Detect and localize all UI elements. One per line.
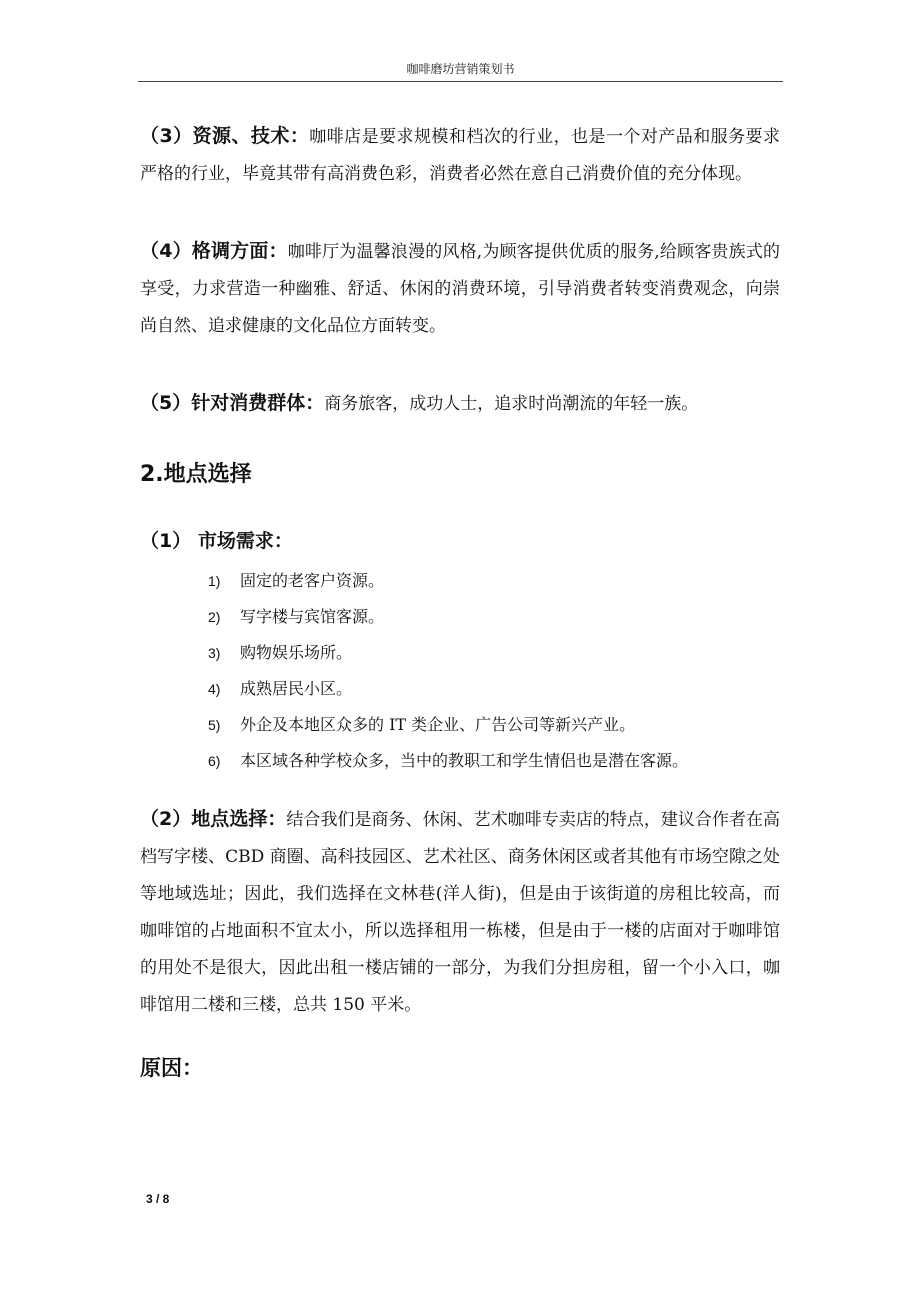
reason-heading: 原因：: [140, 1056, 203, 1080]
section-style-lead: （4）格调方面：: [140, 240, 288, 262]
section-location-choice-text: 结合我们是商务、休闲、艺术咖啡专卖店的特点，建议合作者在高档写字楼、CBD 商圈、高科技园区、艺术社区、商务休闲区或者其他有市场空隙之处等地域选址；因此，我们选择在文林巷(洋人街)，但是由于该街道的房租比较高，而咖啡馆的占地面积不宜太小，所以选择租用一栋楼，但是由于一楼的店面对于咖啡馆的用处不是很大，因此出租一楼店铺的一部分，为我们分担房租，留一个小入口，咖啡馆用二楼和三楼，总共 150 平米。: [140, 810, 781, 1015]
section-style-text: 咖啡厅为温馨浪漫的风格,为顾客提供优质的服务,给顾客贵族式的享受，力求营造一种幽雅、舒适、休闲的消费环境，引导消费者转变消费观念，向崇尚自然、追求健康的文化品位方面转变。: [140, 242, 780, 336]
list-item: 5) 外企及本地区众多的 IT 类企业、广告公司等新兴产业。: [208, 715, 636, 734]
section-resources-text: 咖啡店是要求规模和档次的行业，也是一个对产品和服务要求严格的行业，毕竟其带有高消费色彩，消费者必然在意自己消费价值的充分体现。: [140, 127, 780, 184]
section-target-group-text: 商务旅客，成功人士，追求时尚潮流的年轻一族。: [324, 394, 699, 414]
list-item: 1) 固定的老客户资源。: [208, 571, 385, 590]
list-item: 6) 本区域各种学校众多，当中的教职工和学生情侣也是潜在客源。: [208, 751, 689, 770]
section-target-group: [140, 385, 780, 423]
section-resources: [140, 118, 780, 193]
market-demand-heading: （1） 市场需求：: [140, 530, 293, 552]
section-resources-lead: （3）资源、技术：: [140, 125, 310, 147]
location-heading: 2.地点选择: [140, 462, 252, 487]
list-item: 4) 成熟居民小区。: [208, 679, 353, 698]
list-item: 3) 购物娱乐场所。: [208, 643, 353, 662]
section-location-choice-lead: （2）地点选择：: [140, 808, 287, 830]
page-number: 3 / 8: [146, 1192, 170, 1206]
document-body: [140, 118, 780, 1082]
section-target-group-lead: （5）针对消费群体：: [140, 392, 325, 414]
market-demand-list: [140, 563, 780, 779]
list-item: 2) 写字楼与宾馆客源。: [208, 607, 385, 626]
page-header: 咖啡磨坊营销策划书: [138, 60, 783, 82]
section-style: [140, 233, 780, 345]
section-location-choice: [140, 801, 780, 1024]
